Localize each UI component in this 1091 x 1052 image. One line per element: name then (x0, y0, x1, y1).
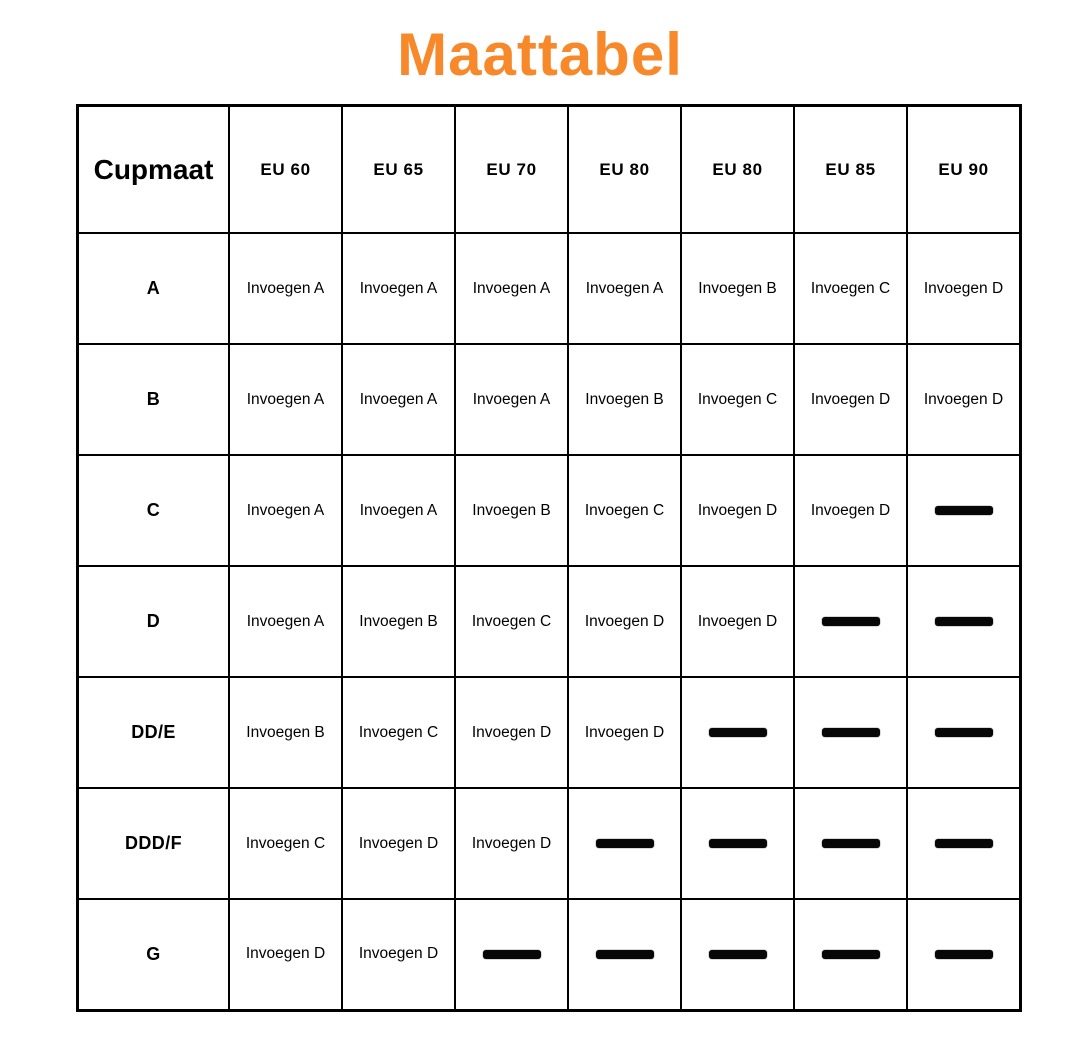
column-header-eu-60: EU 60 (229, 106, 342, 234)
table-cell: Invoegen C (342, 677, 455, 788)
table-row (78, 455, 1021, 566)
table-cell: Invoegen D (568, 566, 681, 677)
page-title: Maattabel (397, 21, 683, 88)
table-cell: Invoegen D (342, 788, 455, 899)
dash-mark (709, 839, 767, 848)
table-cell (794, 788, 907, 899)
table-cell (907, 788, 1021, 899)
table-row (78, 788, 1021, 899)
table-cell: Invoegen B (568, 344, 681, 455)
table-cell (907, 677, 1021, 788)
table-row (78, 899, 1021, 1010)
table-cell: Invoegen A (455, 344, 568, 455)
dash-mark (935, 839, 993, 848)
row-label-d: D (78, 566, 230, 677)
table-row (78, 677, 1021, 788)
table-head (78, 106, 1021, 234)
table-cell (455, 899, 568, 1010)
column-header-eu-65: EU 65 (342, 106, 455, 234)
dash-mark (935, 950, 993, 959)
table-cell: Invoegen B (681, 233, 794, 344)
table-cell (794, 677, 907, 788)
table-cell (681, 788, 794, 899)
row-label-ddd-f: DDD/F (78, 788, 230, 899)
table-cell: Invoegen A (342, 455, 455, 566)
table-cell: Invoegen D (568, 677, 681, 788)
table-cell: Invoegen C (794, 233, 907, 344)
table-cell: Invoegen C (229, 788, 342, 899)
table-cell: Invoegen B (342, 566, 455, 677)
dash-mark (935, 506, 993, 515)
dash-mark (822, 728, 880, 737)
row-label-b: B (78, 344, 230, 455)
table-cell: Invoegen D (681, 566, 794, 677)
table-row (78, 344, 1021, 455)
table-cell: Invoegen D (455, 677, 568, 788)
table-cell: Invoegen A (455, 233, 568, 344)
table-cell (907, 899, 1021, 1010)
dash-mark (822, 839, 880, 848)
table-cell: Invoegen A (229, 233, 342, 344)
table-cell: Invoegen D (342, 899, 455, 1010)
table-cell: Invoegen C (568, 455, 681, 566)
table-row (78, 566, 1021, 677)
dash-mark (822, 617, 880, 626)
table-cell: Invoegen D (907, 344, 1021, 455)
table-cell (568, 899, 681, 1010)
column-header-eu-80: EU 80 (681, 106, 794, 234)
table-cell (681, 899, 794, 1010)
column-header-eu-90: EU 90 (907, 106, 1021, 234)
row-label-a: A (78, 233, 230, 344)
dash-mark (822, 950, 880, 959)
header-row (78, 106, 1021, 234)
column-header-eu-70: EU 70 (455, 106, 568, 234)
table-cell: Invoegen D (681, 455, 794, 566)
size-table-container (76, 104, 1091, 1012)
table-cell: Invoegen A (229, 344, 342, 455)
corner-header-cupmaat: Cupmaat (78, 106, 230, 234)
size-table (76, 104, 1022, 1012)
table-cell: Invoegen D (229, 899, 342, 1010)
row-label-g: G (78, 899, 230, 1010)
table-cell: Invoegen A (568, 233, 681, 344)
table-cell (794, 566, 907, 677)
row-label-c: C (78, 455, 230, 566)
table-cell: Invoegen C (455, 566, 568, 677)
row-label-dd-e: DD/E (78, 677, 230, 788)
dash-mark (709, 728, 767, 737)
table-cell (568, 788, 681, 899)
table-cell (794, 899, 907, 1010)
table-cell: Invoegen A (229, 566, 342, 677)
dash-mark (483, 950, 541, 959)
column-header-eu-80: EU 80 (568, 106, 681, 234)
table-cell (907, 455, 1021, 566)
table-cell: Invoegen D (794, 455, 907, 566)
dash-mark (709, 950, 767, 959)
dash-mark (935, 728, 993, 737)
dash-mark (596, 950, 654, 959)
column-header-eu-85: EU 85 (794, 106, 907, 234)
table-cell: Invoegen D (455, 788, 568, 899)
table-row (78, 233, 1021, 344)
dash-mark (596, 839, 654, 848)
table-body (78, 233, 1021, 1010)
table-cell: Invoegen A (342, 233, 455, 344)
table-cell: Invoegen A (342, 344, 455, 455)
table-cell: Invoegen C (681, 344, 794, 455)
table-cell: Invoegen B (229, 677, 342, 788)
table-cell: Invoegen D (907, 233, 1021, 344)
table-cell (681, 677, 794, 788)
table-cell: Invoegen A (229, 455, 342, 566)
table-cell (907, 566, 1021, 677)
table-cell: Invoegen D (794, 344, 907, 455)
dash-mark (935, 617, 993, 626)
table-cell: Invoegen B (455, 455, 568, 566)
